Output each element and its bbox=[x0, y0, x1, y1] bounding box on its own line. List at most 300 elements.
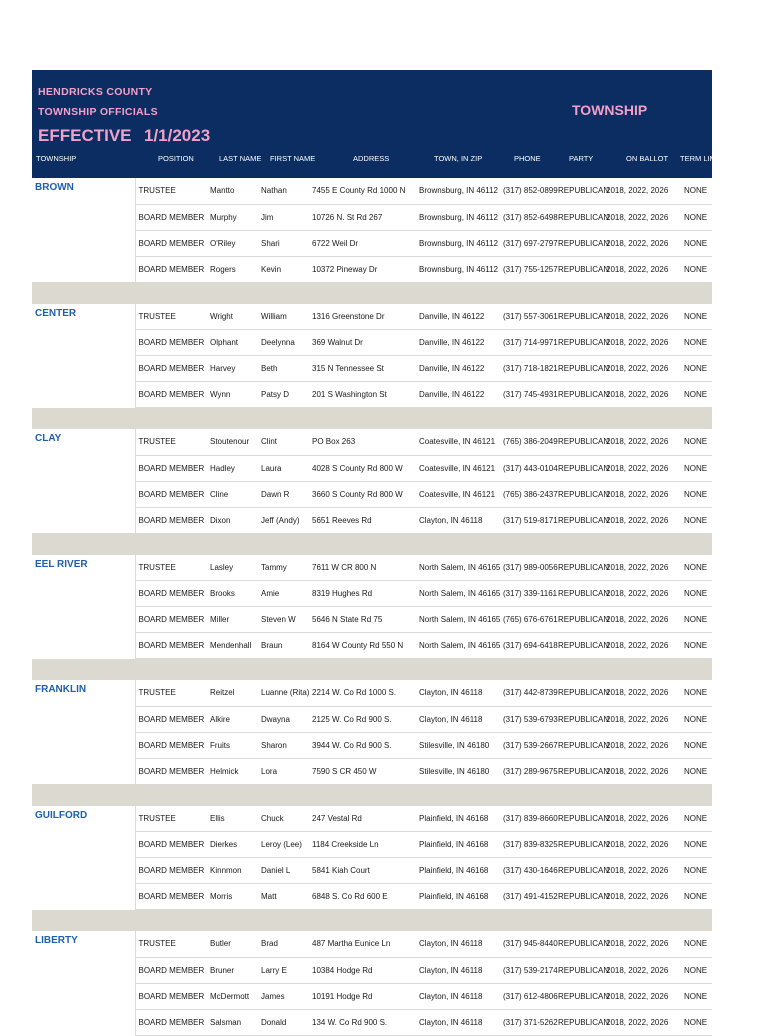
term-limit-cell: NONE bbox=[681, 507, 712, 533]
on-ballot-cell: 2018, 2022, 2026 bbox=[603, 330, 681, 356]
last-name-cell: O'Riley bbox=[207, 230, 258, 256]
table-row bbox=[32, 178, 712, 204]
township-cell bbox=[32, 507, 135, 533]
first-name-cell: Lora bbox=[258, 758, 309, 784]
col-header-last-name: LAST NAME bbox=[219, 154, 262, 163]
address-cell: 134 W. Co Rd 900 S. bbox=[309, 1009, 416, 1035]
first-name-cell: Laura bbox=[258, 455, 309, 481]
town-cell: Danville, IN 46122 bbox=[416, 330, 500, 356]
party-cell: REPUBLICAN bbox=[555, 832, 603, 858]
position-cell: BOARD MEMBER bbox=[135, 581, 207, 607]
phone-cell: (317) 430-1646 bbox=[500, 858, 555, 884]
last-name-cell: Bruner bbox=[207, 957, 258, 983]
first-name-cell: Nathan bbox=[258, 178, 309, 204]
party-cell: REPUBLICAN bbox=[555, 230, 603, 256]
section-separator bbox=[32, 910, 712, 932]
table-row bbox=[32, 455, 712, 481]
on-ballot-cell: 2018, 2022, 2026 bbox=[603, 429, 681, 455]
township-cell bbox=[32, 732, 135, 758]
separator-cell bbox=[32, 659, 712, 681]
town-cell: Plainfield, IN 46168 bbox=[416, 806, 500, 832]
phone-cell: (765) 386-2437 bbox=[500, 481, 555, 507]
township-cell bbox=[32, 256, 135, 282]
phone-cell: (317) 539-2667 bbox=[500, 732, 555, 758]
last-name-cell: Wynn bbox=[207, 382, 258, 408]
position-cell: BOARD MEMBER bbox=[135, 983, 207, 1009]
address-cell: 2125 W. Co Rd 900 S. bbox=[309, 706, 416, 732]
town-cell: Stilesville, IN 46180 bbox=[416, 758, 500, 784]
town-cell: Coatesville, IN 46121 bbox=[416, 481, 500, 507]
party-cell: REPUBLICAN bbox=[555, 356, 603, 382]
phone-cell: (317) 755-1257 bbox=[500, 256, 555, 282]
table-row bbox=[32, 607, 712, 633]
officials-sheet bbox=[32, 70, 723, 1036]
section-separator bbox=[32, 408, 712, 430]
township-name: CENTER bbox=[35, 307, 77, 319]
first-name-cell: Braun bbox=[258, 633, 309, 659]
first-name-cell: Deelynna bbox=[258, 330, 309, 356]
position-cell: BOARD MEMBER bbox=[135, 1009, 207, 1035]
first-name-cell: Shari bbox=[258, 230, 309, 256]
on-ballot-cell: 2018, 2022, 2026 bbox=[603, 1009, 681, 1035]
first-name-cell: Matt bbox=[258, 884, 309, 910]
township-cell bbox=[32, 983, 135, 1009]
address-cell: 1184 Creekside Ln bbox=[309, 832, 416, 858]
phone-cell: (317) 694-6418 bbox=[500, 633, 555, 659]
section-separator bbox=[32, 784, 712, 806]
town-cell: Brownsburg, IN 46112 bbox=[416, 230, 500, 256]
col-header-phone: PHONE bbox=[514, 154, 541, 163]
separator-cell bbox=[32, 910, 712, 932]
header-banner bbox=[32, 70, 723, 178]
phone-cell: (317) 852-0899 bbox=[500, 178, 555, 204]
address-cell: 8319 Hughes Rd bbox=[309, 581, 416, 607]
first-name-cell: Brad bbox=[258, 931, 309, 957]
col-header-on-ballot: ON BALLOT bbox=[626, 154, 669, 163]
position-cell: BOARD MEMBER bbox=[135, 957, 207, 983]
col-header-party: PARTY bbox=[569, 154, 594, 163]
township-cell bbox=[32, 1009, 135, 1035]
address-cell: 315 N Tennessee St bbox=[309, 356, 416, 382]
phone-cell: (317) 697-2797 bbox=[500, 230, 555, 256]
on-ballot-cell: 2018, 2022, 2026 bbox=[603, 858, 681, 884]
party-cell: REPUBLICAN bbox=[555, 178, 603, 204]
last-name-cell: Hadley bbox=[207, 455, 258, 481]
township-cell bbox=[32, 957, 135, 983]
party-cell: REPUBLICAN bbox=[555, 680, 603, 706]
term-limit-cell: NONE bbox=[681, 680, 712, 706]
party-cell: REPUBLICAN bbox=[555, 732, 603, 758]
address-cell: 6722 Weil Dr bbox=[309, 230, 416, 256]
position-cell: BOARD MEMBER bbox=[135, 256, 207, 282]
on-ballot-cell: 2018, 2022, 2026 bbox=[603, 680, 681, 706]
town-cell: North Salem, IN 46165 bbox=[416, 555, 500, 581]
on-ballot-cell: 2018, 2022, 2026 bbox=[603, 356, 681, 382]
table-row bbox=[32, 832, 712, 858]
first-name-cell: Luanne (Rita) bbox=[258, 680, 309, 706]
phone-cell: (765) 386-2049 bbox=[500, 429, 555, 455]
township-name: CLAY bbox=[35, 433, 62, 444]
position-cell: TRUSTEE bbox=[135, 806, 207, 832]
phone-cell: (317) 718-1821 bbox=[500, 356, 555, 382]
first-name-cell: Steven W bbox=[258, 607, 309, 633]
on-ballot-cell: 2018, 2022, 2026 bbox=[603, 481, 681, 507]
town-cell: Clayton, IN 46118 bbox=[416, 680, 500, 706]
phone-cell: (317) 839-8660 bbox=[500, 806, 555, 832]
township-cell bbox=[32, 858, 135, 884]
table-row bbox=[32, 304, 712, 330]
party-cell: REPUBLICAN bbox=[555, 983, 603, 1009]
party-cell: REPUBLICAN bbox=[555, 455, 603, 481]
on-ballot-cell: 2018, 2022, 2026 bbox=[603, 455, 681, 481]
last-name-cell: Alkire bbox=[207, 706, 258, 732]
position-cell: TRUSTEE bbox=[135, 178, 207, 204]
township-cell bbox=[32, 230, 135, 256]
first-name-cell: Daniel L bbox=[258, 858, 309, 884]
term-limit-cell: NONE bbox=[681, 983, 712, 1009]
party-cell: REPUBLICAN bbox=[555, 507, 603, 533]
last-name-cell: Kinnmon bbox=[207, 858, 258, 884]
section-separator bbox=[32, 533, 712, 555]
term-limit-cell: NONE bbox=[681, 957, 712, 983]
town-cell: Danville, IN 46122 bbox=[416, 382, 500, 408]
table-row bbox=[32, 732, 712, 758]
col-header-township: TOWNSHIP bbox=[36, 154, 77, 163]
phone-cell: (317) 371-5262 bbox=[500, 1009, 555, 1035]
phone-cell: (317) 839-8325 bbox=[500, 832, 555, 858]
township-name: BROWN bbox=[35, 182, 74, 193]
first-name-cell: Dawn R bbox=[258, 481, 309, 507]
table-row bbox=[32, 204, 712, 230]
address-cell: 6848 S. Co Rd 600 E bbox=[309, 884, 416, 910]
party-cell: REPUBLICAN bbox=[555, 204, 603, 230]
table-row bbox=[32, 507, 712, 533]
table-row bbox=[32, 555, 712, 581]
position-cell: BOARD MEMBER bbox=[135, 858, 207, 884]
position-cell: BOARD MEMBER bbox=[135, 832, 207, 858]
township-cell bbox=[32, 758, 135, 784]
table-row bbox=[32, 858, 712, 884]
position-cell: BOARD MEMBER bbox=[135, 706, 207, 732]
table-row bbox=[32, 931, 712, 957]
party-cell: REPUBLICAN bbox=[555, 884, 603, 910]
township-cell bbox=[32, 382, 135, 408]
on-ballot-cell: 2018, 2022, 2026 bbox=[603, 884, 681, 910]
last-name-cell: Reitzel bbox=[207, 680, 258, 706]
first-name-cell: Jeff (Andy) bbox=[258, 507, 309, 533]
term-limit-cell: NONE bbox=[681, 633, 712, 659]
address-cell: 5841 Kiah Court bbox=[309, 858, 416, 884]
town-cell: Clayton, IN 46118 bbox=[416, 983, 500, 1009]
table-row bbox=[32, 758, 712, 784]
last-name-cell: Murphy bbox=[207, 204, 258, 230]
town-cell: Plainfield, IN 46168 bbox=[416, 858, 500, 884]
on-ballot-cell: 2018, 2022, 2026 bbox=[603, 633, 681, 659]
table-row bbox=[32, 983, 712, 1009]
first-name-cell: Patsy D bbox=[258, 382, 309, 408]
town-cell: Clayton, IN 46118 bbox=[416, 706, 500, 732]
party-cell: REPUBLICAN bbox=[555, 607, 603, 633]
term-limit-cell: NONE bbox=[681, 204, 712, 230]
position-cell: TRUSTEE bbox=[135, 931, 207, 957]
phone-cell: (317) 745-4931 bbox=[500, 382, 555, 408]
last-name-cell: Lasley bbox=[207, 555, 258, 581]
subtitle: TOWNSHIP OFFICIALS bbox=[38, 106, 158, 118]
last-name-cell: Morris bbox=[207, 884, 258, 910]
position-cell: TRUSTEE bbox=[135, 680, 207, 706]
address-cell: 8164 W County Rd 550 N bbox=[309, 633, 416, 659]
on-ballot-cell: 2018, 2022, 2026 bbox=[603, 178, 681, 204]
on-ballot-cell: 2018, 2022, 2026 bbox=[603, 706, 681, 732]
phone-cell: (317) 557-3061 bbox=[500, 304, 555, 330]
term-limit-cell: NONE bbox=[681, 330, 712, 356]
table-row bbox=[32, 633, 712, 659]
on-ballot-cell: 2018, 2022, 2026 bbox=[603, 758, 681, 784]
table-row bbox=[32, 680, 712, 706]
party-cell: REPUBLICAN bbox=[555, 429, 603, 455]
first-name-cell: Leroy (Lee) bbox=[258, 832, 309, 858]
term-limit-cell: NONE bbox=[681, 706, 712, 732]
position-cell: TRUSTEE bbox=[135, 304, 207, 330]
address-cell: 10372 Pineway Dr bbox=[309, 256, 416, 282]
term-limit-cell: NONE bbox=[681, 230, 712, 256]
party-cell: REPUBLICAN bbox=[555, 931, 603, 957]
party-cell: REPUBLICAN bbox=[555, 957, 603, 983]
last-name-cell: Dixon bbox=[207, 507, 258, 533]
table-row bbox=[32, 256, 712, 282]
town-cell: Clayton, IN 46118 bbox=[416, 507, 500, 533]
address-cell: 3660 S County Rd 800 W bbox=[309, 481, 416, 507]
town-cell: Brownsburg, IN 46112 bbox=[416, 256, 500, 282]
term-limit-cell: NONE bbox=[681, 732, 712, 758]
address-cell: 3944 W. Co Rd 900 S. bbox=[309, 732, 416, 758]
address-cell: 5651 Reeves Rd bbox=[309, 507, 416, 533]
last-name-cell: Helmick bbox=[207, 758, 258, 784]
position-cell: BOARD MEMBER bbox=[135, 204, 207, 230]
term-limit-cell: NONE bbox=[681, 1009, 712, 1035]
table-row bbox=[32, 382, 712, 408]
col-header-address: ADDRESS bbox=[353, 154, 390, 163]
phone-cell: (317) 989-0056 bbox=[500, 555, 555, 581]
phone-cell: (317) 442-8739 bbox=[500, 680, 555, 706]
county-title: HENDRICKS COUNTY bbox=[38, 86, 153, 98]
position-cell: BOARD MEMBER bbox=[135, 230, 207, 256]
table-row bbox=[32, 706, 712, 732]
table-row bbox=[32, 429, 712, 455]
phone-cell: (765) 676-6761 bbox=[500, 607, 555, 633]
phone-cell: (317) 612-4806 bbox=[500, 983, 555, 1009]
term-limit-cell: NONE bbox=[681, 581, 712, 607]
last-name-cell: Mantto bbox=[207, 178, 258, 204]
term-limit-cell: NONE bbox=[681, 256, 712, 282]
party-cell: REPUBLICAN bbox=[555, 706, 603, 732]
on-ballot-cell: 2018, 2022, 2026 bbox=[603, 581, 681, 607]
term-limit-cell: NONE bbox=[681, 429, 712, 455]
term-limit-cell: NONE bbox=[681, 758, 712, 784]
party-cell: REPUBLICAN bbox=[555, 555, 603, 581]
effective-label: EFFECTIVE bbox=[38, 126, 132, 145]
position-cell: BOARD MEMBER bbox=[135, 633, 207, 659]
position-cell: TRUSTEE bbox=[135, 555, 207, 581]
town-cell: Clayton, IN 46118 bbox=[416, 957, 500, 983]
phone-cell: (317) 443-0104 bbox=[500, 455, 555, 481]
last-name-cell: Harvey bbox=[207, 356, 258, 382]
position-cell: BOARD MEMBER bbox=[135, 382, 207, 408]
on-ballot-cell: 2018, 2022, 2026 bbox=[603, 732, 681, 758]
first-name-cell: Chuck bbox=[258, 806, 309, 832]
on-ballot-cell: 2018, 2022, 2026 bbox=[603, 931, 681, 957]
separator-cell bbox=[32, 784, 712, 806]
township-cell bbox=[32, 455, 135, 481]
town-cell: Plainfield, IN 46168 bbox=[416, 832, 500, 858]
separator-cell bbox=[32, 408, 712, 430]
officials-table bbox=[32, 178, 712, 1036]
phone-cell: (317) 289-9675 bbox=[500, 758, 555, 784]
town-cell: Plainfield, IN 46168 bbox=[416, 884, 500, 910]
section-separator bbox=[32, 659, 712, 681]
last-name-cell: Salsman bbox=[207, 1009, 258, 1035]
position-cell: BOARD MEMBER bbox=[135, 356, 207, 382]
on-ballot-cell: 2018, 2022, 2026 bbox=[603, 832, 681, 858]
town-cell: Coatesville, IN 46121 bbox=[416, 455, 500, 481]
township-cell bbox=[32, 607, 135, 633]
last-name-cell: Butler bbox=[207, 931, 258, 957]
term-limit-cell: NONE bbox=[681, 382, 712, 408]
term-limit-cell: NONE bbox=[681, 481, 712, 507]
town-cell: North Salem, IN 46165 bbox=[416, 581, 500, 607]
phone-cell: (317) 945-8440 bbox=[500, 931, 555, 957]
township-cell bbox=[32, 633, 135, 659]
address-cell: 7455 E County Rd 1000 N bbox=[309, 178, 416, 204]
position-cell: BOARD MEMBER bbox=[135, 884, 207, 910]
phone-cell: (317) 519-8171 bbox=[500, 507, 555, 533]
first-name-cell: James bbox=[258, 983, 309, 1009]
last-name-cell: Stoutenour bbox=[207, 429, 258, 455]
phone-cell: (317) 339-1161 bbox=[500, 581, 555, 607]
first-name-cell: Clint bbox=[258, 429, 309, 455]
table-row bbox=[32, 356, 712, 382]
on-ballot-cell: 2018, 2022, 2026 bbox=[603, 806, 681, 832]
last-name-cell: Fruits bbox=[207, 732, 258, 758]
party-cell: REPUBLICAN bbox=[555, 806, 603, 832]
term-limit-cell: NONE bbox=[681, 455, 712, 481]
last-name-cell: Cline bbox=[207, 481, 258, 507]
on-ballot-cell: 2018, 2022, 2026 bbox=[603, 957, 681, 983]
first-name-cell: Donald bbox=[258, 1009, 309, 1035]
term-limit-cell: NONE bbox=[681, 304, 712, 330]
party-cell: REPUBLICAN bbox=[555, 858, 603, 884]
on-ballot-cell: 2018, 2022, 2026 bbox=[603, 304, 681, 330]
table-row bbox=[32, 957, 712, 983]
first-name-cell: Amie bbox=[258, 581, 309, 607]
position-cell: BOARD MEMBER bbox=[135, 330, 207, 356]
position-cell: BOARD MEMBER bbox=[135, 732, 207, 758]
term-limit-cell: NONE bbox=[681, 858, 712, 884]
town-cell: Danville, IN 46122 bbox=[416, 356, 500, 382]
first-name-cell: Kevin bbox=[258, 256, 309, 282]
on-ballot-cell: 2018, 2022, 2026 bbox=[603, 230, 681, 256]
on-ballot-cell: 2018, 2022, 2026 bbox=[603, 607, 681, 633]
phone-cell: (317) 714-9971 bbox=[500, 330, 555, 356]
township-cell bbox=[32, 356, 135, 382]
first-name-cell: William bbox=[258, 304, 309, 330]
phone-cell: (317) 852-6498 bbox=[500, 204, 555, 230]
address-cell: PO Box 263 bbox=[309, 429, 416, 455]
party-cell: REPUBLICAN bbox=[555, 256, 603, 282]
section-separator bbox=[32, 282, 712, 304]
first-name-cell: Sharon bbox=[258, 732, 309, 758]
first-name-cell: Jim bbox=[258, 204, 309, 230]
col-header-first-name: FIRST NAME bbox=[270, 154, 316, 163]
party-cell: REPUBLICAN bbox=[555, 304, 603, 330]
town-cell: North Salem, IN 46165 bbox=[416, 633, 500, 659]
address-cell: 247 Vestal Rd bbox=[309, 806, 416, 832]
last-name-cell: Olphant bbox=[207, 330, 258, 356]
effective-date: 1/1/2023 bbox=[144, 126, 211, 145]
on-ballot-cell: 2018, 2022, 2026 bbox=[603, 507, 681, 533]
table-row bbox=[32, 230, 712, 256]
town-cell: North Salem, IN 46165 bbox=[416, 607, 500, 633]
township-name: EEL RIVER bbox=[35, 558, 88, 570]
first-name-cell: Larry E bbox=[258, 957, 309, 983]
party-cell: REPUBLICAN bbox=[555, 382, 603, 408]
last-name-cell: Ellis bbox=[207, 806, 258, 832]
separator-cell bbox=[32, 282, 712, 304]
last-name-cell: Wright bbox=[207, 304, 258, 330]
last-name-cell: Brooks bbox=[207, 581, 258, 607]
last-name-cell: Miller bbox=[207, 607, 258, 633]
term-limit-cell: NONE bbox=[681, 884, 712, 910]
address-cell: 10384 Hodge Rd bbox=[309, 957, 416, 983]
last-name-cell: Rogers bbox=[207, 256, 258, 282]
township-name: FRANKLIN bbox=[35, 684, 87, 695]
term-limit-cell: NONE bbox=[681, 931, 712, 957]
township-cell bbox=[32, 832, 135, 858]
position-cell: BOARD MEMBER bbox=[135, 507, 207, 533]
township-cell bbox=[32, 581, 135, 607]
town-cell: Coatesville, IN 46121 bbox=[416, 429, 500, 455]
separator-cell bbox=[32, 533, 712, 555]
term-limit-cell: NONE bbox=[681, 832, 712, 858]
township-name: GUILFORD bbox=[35, 809, 88, 821]
address-cell: 487 Martha Eunice Ln bbox=[309, 931, 416, 957]
position-cell: BOARD MEMBER bbox=[135, 481, 207, 507]
section-title: TOWNSHIP bbox=[572, 102, 648, 118]
table-row bbox=[32, 806, 712, 832]
phone-cell: (317) 491-4152 bbox=[500, 884, 555, 910]
party-cell: REPUBLICAN bbox=[555, 1009, 603, 1035]
term-limit-cell: NONE bbox=[681, 178, 712, 204]
table-row bbox=[32, 1009, 712, 1035]
term-limit-cell: NONE bbox=[681, 806, 712, 832]
term-limit-cell: NONE bbox=[681, 356, 712, 382]
party-cell: REPUBLICAN bbox=[555, 581, 603, 607]
town-cell: Clayton, IN 46118 bbox=[416, 1009, 500, 1035]
first-name-cell: Dwayna bbox=[258, 706, 309, 732]
town-cell: Brownsburg, IN 46112 bbox=[416, 204, 500, 230]
party-cell: REPUBLICAN bbox=[555, 758, 603, 784]
column-headers bbox=[32, 154, 723, 170]
last-name-cell: McDermott bbox=[207, 983, 258, 1009]
address-cell: 369 Walnut Dr bbox=[309, 330, 416, 356]
first-name-cell: Tammy bbox=[258, 555, 309, 581]
town-cell: Clayton, IN 46118 bbox=[416, 931, 500, 957]
address-cell: 10726 N. St Rd 267 bbox=[309, 204, 416, 230]
town-cell: Danville, IN 46122 bbox=[416, 304, 500, 330]
last-name-cell: Dierkes bbox=[207, 832, 258, 858]
on-ballot-cell: 2018, 2022, 2026 bbox=[603, 382, 681, 408]
on-ballot-cell: 2018, 2022, 2026 bbox=[603, 555, 681, 581]
